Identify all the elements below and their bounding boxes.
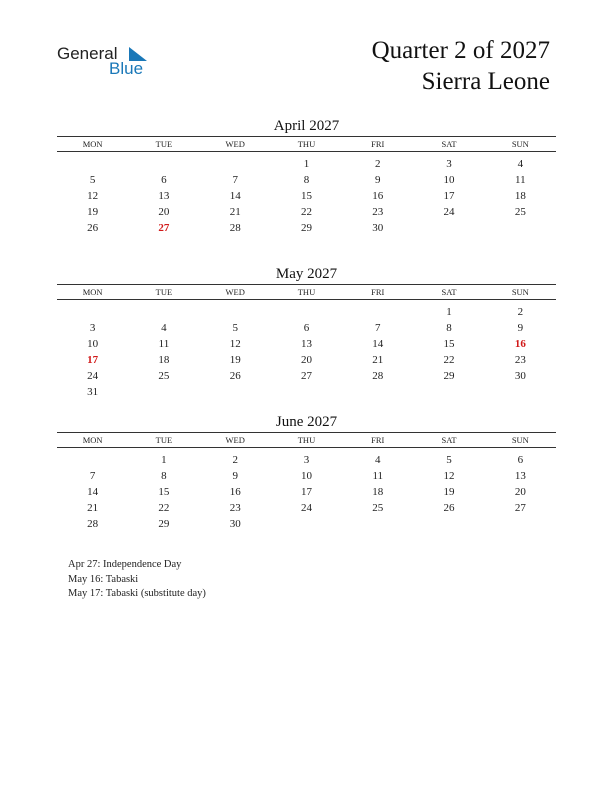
day-cell: 26 [229, 370, 241, 382]
day-cell: 14 [87, 486, 99, 498]
day-cell: 12 [229, 338, 241, 350]
weekday-header: SAT [441, 287, 457, 297]
holiday-day-cell: 17 [87, 354, 99, 366]
day-cell: 28 [87, 518, 99, 530]
weekday-header: FRI [371, 287, 385, 297]
weekday-header: THU [297, 435, 316, 445]
week-row [57, 384, 556, 400]
day-cell: 5 [89, 174, 96, 186]
holiday-day-cell: 27 [158, 222, 170, 234]
week-row [57, 500, 556, 516]
page-subtitle: Sierra Leone [421, 68, 550, 95]
day-cell: 27 [514, 502, 526, 514]
page-title: Quarter 2 of 2027 [371, 37, 550, 64]
day-cell: 11 [515, 174, 526, 186]
weekday-header: SUN [511, 435, 529, 445]
day-cell: 23 [229, 502, 241, 514]
day-cell: 18 [514, 190, 526, 202]
month-title: April 2027 [273, 118, 340, 134]
day-cell: 4 [375, 454, 381, 466]
day-cell: 19 [443, 486, 455, 498]
day-cell: 4 [517, 158, 524, 170]
day-cell: 15 [300, 190, 312, 202]
day-cell: 2 [232, 454, 238, 466]
day-cell: 11 [372, 470, 384, 482]
day-cell: 30 [372, 222, 384, 234]
day-cell: 7 [232, 174, 238, 186]
day-cell: 24 [87, 370, 99, 382]
weekday-header-row [57, 284, 556, 300]
day-cell: 16 [372, 190, 384, 202]
day-cell: 6 [517, 454, 524, 466]
day-cell: 29 [443, 370, 455, 382]
day-cell: 9 [232, 470, 238, 482]
logo-word-blue: Blue [109, 59, 144, 78]
day-cell: 19 [229, 354, 241, 366]
weekday-header-row [57, 432, 556, 448]
month-title: June 2027 [275, 414, 338, 430]
day-cell: 30 [229, 518, 241, 530]
day-cell: 14 [229, 190, 241, 202]
week-row [57, 156, 556, 172]
day-cell: 22 [158, 502, 170, 514]
day-cell: 2 [517, 306, 524, 318]
day-cell: 17 [300, 486, 312, 498]
week-row [57, 468, 556, 484]
day-cell: 6 [161, 174, 167, 186]
day-cell: 1 [161, 454, 167, 466]
day-cell: 25 [158, 370, 170, 382]
day-cell: 3 [303, 454, 310, 466]
day-cell: 21 [372, 354, 384, 366]
day-cell: 19 [87, 206, 99, 218]
week-row [57, 452, 556, 468]
day-cell: 14 [372, 338, 384, 350]
month-grid [57, 152, 556, 236]
day-cell: 13 [300, 338, 312, 350]
day-cell: 28 [229, 222, 241, 234]
day-cell: 8 [446, 322, 452, 334]
day-cell: 13 [158, 190, 170, 202]
week-row [57, 204, 556, 220]
weekday-header-row [57, 136, 556, 152]
day-cell: 11 [158, 338, 170, 350]
week-row [57, 352, 556, 368]
day-cell: 7 [89, 470, 96, 482]
day-cell: 20 [158, 206, 170, 218]
weekday-header: WED [225, 435, 245, 445]
weekday-header: SAT [441, 139, 457, 149]
holiday-notes [68, 558, 206, 602]
weekday-header: TUE [155, 287, 173, 297]
day-cell: 12 [443, 470, 455, 482]
day-cell: 20 [300, 354, 312, 366]
day-cell: 25 [372, 502, 384, 514]
weekday-header: THU [297, 139, 316, 149]
holiday-note: May 16: Tabaski [68, 573, 139, 585]
month-calendar [57, 412, 556, 532]
week-row [57, 516, 556, 532]
weekday-header: MON [82, 287, 103, 297]
weekday-header: FRI [371, 139, 385, 149]
week-row [57, 220, 556, 236]
day-cell: 24 [300, 502, 312, 514]
day-cell: 31 [87, 386, 99, 398]
weekday-header: WED [225, 139, 245, 149]
day-cell: 21 [87, 502, 99, 514]
holiday-day-cell: 16 [514, 338, 526, 350]
month-calendar [57, 264, 556, 400]
day-cell: 24 [443, 206, 455, 218]
day-cell: 6 [303, 322, 310, 334]
day-cell: 15 [443, 338, 455, 350]
day-cell: 10 [300, 470, 312, 482]
day-cell: 9 [517, 322, 524, 334]
month-title: May 2027 [275, 266, 338, 282]
week-row [57, 336, 556, 352]
month-grid [57, 448, 556, 532]
logo-word-general: General [57, 44, 118, 63]
day-cell: 20 [514, 486, 526, 498]
weekday-header: TUE [155, 435, 173, 445]
day-cell: 23 [372, 206, 384, 218]
day-cell: 22 [300, 206, 312, 218]
weekday-header: THU [297, 287, 316, 297]
day-cell: 28 [372, 370, 384, 382]
month-grid [57, 300, 556, 400]
day-cell: 25 [514, 206, 526, 218]
day-cell: 7 [375, 322, 381, 334]
day-cell: 2 [375, 158, 381, 170]
day-cell: 18 [158, 354, 170, 366]
week-row [57, 304, 556, 320]
day-cell: 1 [446, 306, 452, 318]
day-cell: 29 [158, 518, 170, 530]
day-cell: 8 [161, 470, 167, 482]
holiday-note: Apr 27: Independence Day [68, 559, 182, 570]
day-cell: 29 [300, 222, 312, 234]
day-cell: 10 [443, 174, 455, 186]
holiday-note: May 17: Tabaski (substitute day) [68, 588, 206, 599]
day-cell: 22 [443, 354, 455, 366]
weekday-header: SAT [441, 435, 457, 445]
week-row [57, 484, 556, 500]
week-row [57, 320, 556, 336]
day-cell: 13 [514, 470, 526, 482]
weekday-header: MON [82, 139, 103, 149]
week-row [57, 188, 556, 204]
weekday-header: SUN [511, 287, 529, 297]
week-row [57, 172, 556, 188]
day-cell: 9 [375, 174, 381, 186]
day-cell: 21 [229, 206, 241, 218]
day-cell: 23 [514, 354, 526, 366]
day-cell: 27 [300, 370, 312, 382]
day-cell: 8 [303, 174, 310, 186]
day-cell: 5 [232, 322, 238, 334]
day-cell: 26 [443, 502, 455, 514]
day-cell: 26 [87, 222, 99, 234]
weekday-header: TUE [155, 139, 173, 149]
day-cell: 4 [161, 322, 167, 334]
day-cell: 5 [446, 454, 452, 466]
generalblue-logo [57, 44, 157, 84]
week-row [57, 368, 556, 384]
weekday-header: FRI [371, 435, 385, 445]
day-cell: 1 [303, 158, 310, 170]
weekday-header: MON [82, 435, 103, 445]
day-cell: 18 [372, 486, 384, 498]
day-cell: 30 [514, 370, 526, 382]
day-cell: 10 [87, 338, 99, 350]
weekday-header: SUN [511, 139, 529, 149]
weekday-header: WED [225, 287, 245, 297]
month-calendar [57, 116, 556, 236]
day-cell: 3 [446, 158, 452, 170]
day-cell: 17 [443, 190, 455, 202]
day-cell: 12 [87, 190, 99, 202]
day-cell: 16 [229, 486, 241, 498]
day-cell: 3 [89, 322, 96, 334]
day-cell: 15 [158, 486, 170, 498]
